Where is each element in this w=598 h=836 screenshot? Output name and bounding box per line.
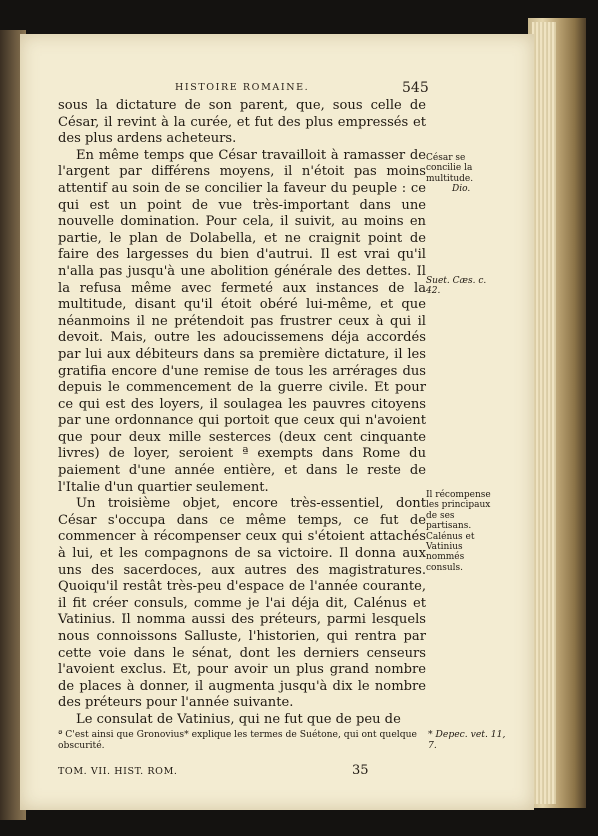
book-page — [20, 34, 534, 810]
margin-note: Dio. — [452, 184, 471, 194]
page-number: 545 — [402, 80, 429, 96]
footnote-reference: * Depec. vet. 11, 7. — [428, 729, 506, 751]
paragraph: sous la dictature de son parent, que, sous celle de César, il revint à la curée, et fut des plus empressés et des plus ardens acheteurs. — [58, 98, 426, 147]
page-edges — [532, 22, 556, 804]
signature-line — [58, 763, 478, 778]
paragraph: En même temps que César travailloit à ramasser de l'argent par différens moyens, il n'étoit pas moins attentif au soin de se concilier la faveur du peuple : ce qui est un point de vue très-important dans une nouvelle domination. Pour cela, il suivit, au moins en partie, le plan de Dolabella, et ne craignit point de faire des largesses du bien d'autrui. Il est vrai qu'il n'alla pas jusqu'à une abolition générale des dettes. Il la refusa même avec fermeté aux instances de la multitude, disant qu'il étoit obéré lui-même, et que néanmoins il ne prétendoit pas frustrer ceux à qui il devoit. Mais, outre les adoucissemens déja accordés par lui aux débiteurs dans sa première dictature, il les gratifia encore d'une remise de tous les arrérages dus depuis le commencement de la guerre civile. Et pour ce qui est des loyers, il soulagea les pauvres citoyens par une ordonnance qui portoit que ceux qui n'avoient que pour deux mille sesterces (deux cent cinquante livres) de loyer, seroient ª exempts dans Rome du paiement d'une année entière, et dans le reste de l'Italie d'un quartier seulement. — [58, 147, 426, 495]
margin-note: Il récompense les principaux de ses partisans. Calénus et Vatinius nommés consuls. — [426, 490, 491, 573]
footnote-text: ª C'est ainsi que Gronovius* explique les termes de Suétone, qui ont quelque obscurité. — [58, 729, 417, 751]
signature-number: 35 — [352, 763, 369, 778]
running-title: HISTOIRE ROMAINE. — [175, 82, 310, 93]
margin-note: Suet. Cæs. c. 42. — [426, 276, 487, 297]
paragraph: Un troisième objet, encore très-essentiel, dont César s'occupa dans ce même temps, ce fut de commencer à récompenser ceux qui s'étoient attachés à lui, et les compagnons de sa victoire. Il donna aux uns des sacerdoces, aux autres des magistratures. Quoiqu'il restât très-peu d'espace de l'année courante, il fit créer consuls, comme je l'ai déja dit, Calénus et Vatinius. Il nomma aussi des préteurs, parmi lesquels nous connoissons Salluste, l'historien, qui rentra par cette voie dans le sénat, dont les derniers censeurs l'avoient exclus. Et, pour avoir un plus grand nombre de places à donner, il augmenta jusqu'à dix le nombre des préteurs pour l'année suivante. — [58, 496, 426, 711]
signature-label: TOM. VII. HIST. ROM. — [58, 766, 178, 777]
paragraph: Le consulat de Vatinius, qui ne fut que de peu de — [76, 711, 401, 727]
body-text — [58, 98, 426, 729]
footnote — [58, 729, 506, 751]
margin-note: César se concilie la multitude. — [426, 153, 474, 184]
